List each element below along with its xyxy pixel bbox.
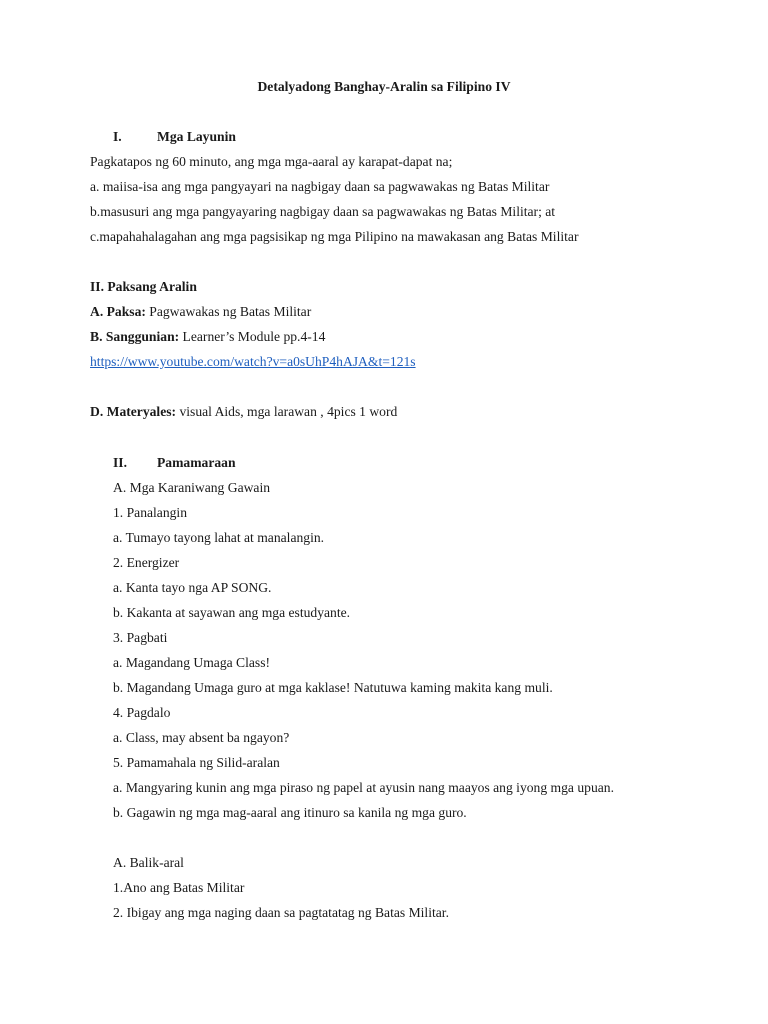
procedure-line: b. Magandang Umaga guro at mga kaklase! Natutuwa kaming makita kang muli.	[113, 680, 553, 695]
balik-aral-heading: A. Balik-aral	[113, 855, 184, 870]
balik-aral-question: 1.Ano ang Batas Militar	[113, 880, 245, 895]
paksa-line	[90, 305, 311, 319]
procedure-line: 4. Pagdalo	[113, 705, 171, 720]
procedure-line: b. Gagawin ng mga mag-aaral ang itinuro sa kanila ng mga guro.	[113, 805, 467, 820]
procedure-line: a. Tumayo tayong lahat at manalangin.	[113, 530, 325, 545]
youtube-reference-link[interactable]: https://www.youtube.com/watch?v=a0sUhP4hAJA&t=121s	[90, 354, 416, 369]
procedure-line: a. Kanta tayo nga AP SONG.	[113, 580, 272, 595]
section-title: Mga Layunin	[157, 129, 236, 144]
balik-aral-question: 2. Ibigay ang mga naging daan sa pagtatatag ng Batas Militar.	[113, 905, 449, 920]
document-title: Detalyadong Banghay-Aralin sa Filipino IV	[257, 79, 511, 94]
procedure-line: a. Magandang Umaga Class!	[113, 655, 271, 670]
materyales-line	[90, 405, 397, 419]
paksa-value: Pagwawakas ng Batas Militar	[145, 304, 312, 319]
section-heading-pamamaraan	[113, 456, 236, 470]
section-title: Pamamaraan	[157, 455, 236, 470]
section-number: II.	[113, 455, 127, 470]
sanggunian-line	[90, 330, 325, 344]
sanggunian-label: B. Sanggunian:	[90, 329, 180, 344]
materyales-label: D. Materyales:	[90, 404, 177, 419]
objectives-intro: Pagkatapos ng 60 minuto, ang mga mga-aaral ay karapat-dapat na;	[90, 154, 453, 169]
procedure-line: A. Mga Karaniwang Gawain	[113, 480, 271, 495]
objective-item: a. maiisa-isa ang mga pangyayari na nagbigay daan sa pagwawakas ng Batas Militar	[90, 179, 550, 194]
procedure-line: b. Kakanta at sayawan ang mga estudyante.	[113, 605, 351, 620]
procedure-line: 5. Pamamahala ng Silid-aralan	[113, 755, 280, 770]
objective-item: c.mapahahalagahan ang mga pagsisikap ng mga Pilipino na mawakasan ang Batas Militar	[90, 229, 579, 244]
procedure-line: 1. Panalangin	[113, 505, 187, 520]
section-heading-layunin	[113, 130, 236, 144]
procedure-line: 2. Energizer	[113, 555, 180, 570]
objective-item: b.masusuri ang mga pangyayaring nagbigay daan sa pagwawakas ng Batas Militar; at	[90, 204, 556, 219]
sanggunian-value: Learner’s Module pp.4-14	[179, 329, 326, 344]
procedure-line: 3. Pagbati	[113, 630, 168, 645]
materyales-value: visual Aids, mga larawan , 4pics 1 word	[176, 404, 398, 419]
reference-link-line	[90, 355, 416, 369]
section-number: I.	[113, 129, 122, 144]
section-heading-paksang-aralin: II. Paksang Aralin	[90, 279, 197, 294]
procedure-line: a. Class, may absent ba ngayon?	[113, 730, 290, 745]
paksa-label: A. Paksa:	[90, 304, 146, 319]
procedure-line: a. Mangyaring kunin ang mga piraso ng papel at ayusin nang maayos ang iyong mga upuan.	[113, 780, 614, 795]
